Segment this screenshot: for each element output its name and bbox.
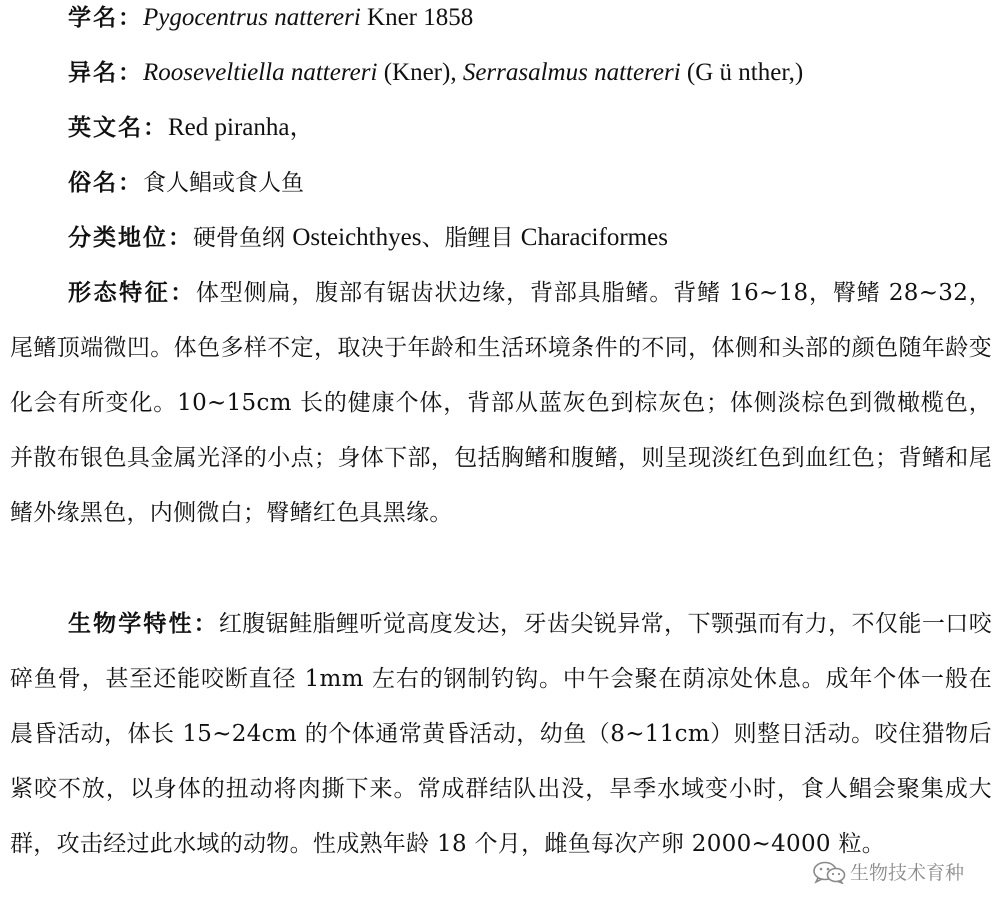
- common-name-line: [68, 167, 304, 199]
- watermark-text: 生物技术育种: [849, 862, 964, 884]
- taxonomy-class-cn: 硬骨鱼纲: [193, 225, 293, 251]
- scientific-name-label: 学名：: [68, 5, 143, 31]
- taxonomy-class-latin: Osteichthyes: [292, 224, 422, 251]
- scientific-name-author: Kner 1858: [360, 4, 474, 31]
- synonyms-label: 异名：: [68, 60, 143, 86]
- synonym-1-name: Rooseveltiella nattereri: [143, 59, 378, 86]
- english-name-value: Red piranha，: [168, 114, 315, 141]
- taxonomy-order-latin: Characiformes: [520, 224, 668, 251]
- taxonomy-line: [68, 222, 668, 254]
- scientific-name-value: Pygocentrus nattereri: [143, 4, 361, 31]
- watermark: [812, 858, 964, 885]
- scientific-name-line: [68, 2, 473, 34]
- common-name-label: 俗名：: [68, 170, 143, 196]
- synonym-2-author: (G ü nther,): [680, 59, 804, 86]
- taxonomy-order-cn: 、脂鲤目: [421, 225, 521, 251]
- english-name-line: [68, 112, 315, 144]
- morphology-paragraph: [10, 266, 992, 541]
- morphology-text: 体型侧扁，腹部有锯齿状边缘，背部具脂鳍。背鳍 16~18，臀鳍 28~32，尾鳍顶端微凹。体色多样不定，取决于年龄和生活环境条件的不同，体侧和头部的颜色随年龄变化会有所变化。10~15cm 长的健康个体，背部从蓝灰色到棕灰色；体侧淡棕色到微橄榄色，并散布银色具金属光泽的小点；身体下部，包括胸鳍和腹鳍，则呈现淡红色到血红色；背鳍和尾鳍外缘黑色，内侧微白；臀鳍红色具黑缘。: [10, 280, 993, 526]
- synonym-1-author: (Kner),: [377, 59, 463, 86]
- wechat-icon: [812, 860, 846, 884]
- taxonomy-label: 分类地位：: [68, 225, 193, 251]
- common-name-value: 食人鲳或食人鱼: [143, 170, 304, 196]
- biology-paragraph: [10, 597, 992, 872]
- biology-text: 红腹锯鲑脂鲤听觉高度发达，牙齿尖锐异常，下颚强而有力，不仅能一口咬碎鱼骨，甚至还能咬断直径 1mm 左右的钢制钓钩。中午会聚在荫凉处休息。成年个体一般在晨昏活动，体长 15~24cm 的个体通常黄昏活动，幼鱼（8~11cm）则整日活动。咬住猎物后紧咬不放，以身体的扭动将肉撕下来。常成群结队出没，旱季水域变小时，食人鲳会聚集成大群，攻击经过此水域的动物。性成熟年龄 18 个月，雌鱼每次产卵 2000~4000 粒。: [10, 611, 993, 857]
- biology-label: 生物学特性：: [68, 611, 219, 637]
- english-name-label: 英文名：: [68, 115, 168, 141]
- synonyms-line: [68, 57, 803, 89]
- morphology-label: 形态特征：: [68, 280, 196, 306]
- synonym-2-name: Serrasalmus nattereri: [462, 59, 681, 86]
